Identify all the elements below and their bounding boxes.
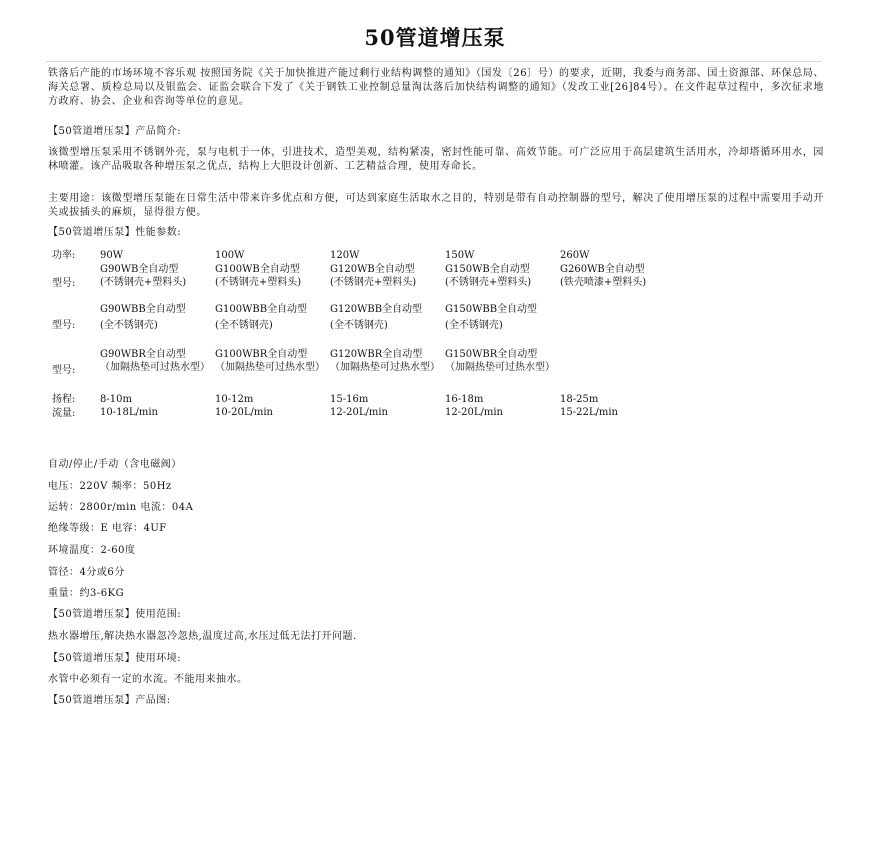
spec-cell: 10-18L/min [100,407,158,418]
spec-row-flow [52,406,675,420]
model-name: G90WBR全自动型 [100,349,186,360]
model-material: （加隔热垫可过热水型） [445,362,555,373]
spec-cell: 18-25m [560,394,599,405]
section-heading-product-picture: 【50管道增压泵】产品图: [48,695,171,706]
spec-cell [330,263,445,303]
intro-paragraph: 铁落后产能的市场环境不容乐观 按照国务院《关于加快推进产能过剩行业结构调整的通知》（国发〔26〕号）的要求，近期，我委与商务部、国土资源部、环保总局、海关总署、质检总局以及银监会、证监会联合下发了《关于钢铁工业控制总量淘汰落后加快结构调整的通知》（发改工业[26]84号）。在文件起草过程中，多次征求地方政府、协会、企业和咨询等单位的意见。 [48,68,824,107]
spec-cell: 15-22L/min [560,407,618,418]
page-title: 50管道增压泵 [364,25,506,50]
spec-cell: 12-20L/min [445,407,503,418]
spec-cell [215,303,330,348]
range-text: 热水器增压,解决热水器忽冷忽热,温度过高,水压过低无法打开问题. [48,631,357,642]
param-line: 运转：2800r/min 电流：04A [48,502,194,513]
model-material: (全不锈钢壳) [330,320,388,331]
spec-cell [560,263,675,303]
model-name: G100WB全自动型 [215,264,300,275]
model-material: (全不锈钢壳) [215,320,273,331]
param-line: 自动/停止/手动（含电磁阀） [48,459,182,470]
spec-cell: 15-16m [330,394,369,405]
model-name: G100WBB全自动型 [215,304,308,315]
model-material: (铁壳喷漆+塑料头) [560,277,647,288]
spec-cell: 12-20L/min [330,407,388,418]
model-name: G150WBB全自动型 [445,304,538,315]
model-name: G120WB全自动型 [330,264,415,275]
spec-cell [445,348,560,393]
model-name: G90WBB全自动型 [100,304,186,315]
model-material: (全不锈钢壳) [100,320,158,331]
main-use-paragraph: 主要用途：该微型增压泵能在日常生活中带来许多优点和方便，可达到家庭生活取水之目的，特别是带有自动控制器的型号，解决了使用增压泵的过程中需要用手动开关或拔插头的麻烦，显得很方便。 [48,193,824,218]
spec-row-head [52,393,675,406]
spec-row-model-wbb [52,303,675,348]
spec-label-model: 型号: [52,320,76,331]
param-line: 绝缘等级：E 电容：4UF [48,523,167,534]
spec-cell [100,348,215,393]
spec-cell: 150W [445,250,475,261]
spec-cell: 120W [330,250,360,261]
spec-label-model: 型号: [52,365,76,376]
spec-label-head: 扬程: [52,394,76,405]
section-heading-performance: 【50管道增压泵】性能参数: [48,227,182,238]
param-line: 环境温度：2-60度 [48,545,136,556]
section-heading-environment: 【50管道增压泵】使用环境: [48,653,182,664]
spec-cell: 90W [100,250,124,261]
spec-row-model-wbr [52,348,675,393]
spec-cell: 10-12m [215,394,254,405]
spec-cell [445,303,560,348]
model-name: G90WB全自动型 [100,264,179,275]
param-line: 管径：4分或6分 [48,567,125,578]
spec-label-model: 型号: [52,277,76,289]
spec-row-power [52,248,675,263]
model-name: G260WB全自动型 [560,264,645,275]
spec-cell [100,263,215,303]
spec-cell [330,303,445,348]
spec-row-model-auto [52,263,675,303]
model-name: G100WBR全自动型 [215,349,308,360]
model-name: G120WBB全自动型 [330,304,423,315]
section-heading-range: 【50管道增压泵】使用范围: [48,609,182,620]
spec-cell [330,348,445,393]
model-material: (不锈钢壳+塑料头) [100,277,187,288]
spec-cell: 16-18m [445,394,484,405]
spec-cell: 8-10m [100,394,132,405]
model-material: (不锈钢壳+塑料头) [330,277,417,288]
spec-cell [215,348,330,393]
model-material: (不锈钢壳+塑料头) [215,277,302,288]
param-line: 重量：约3-6KG [48,588,125,599]
model-material: (不锈钢壳+塑料头) [445,277,532,288]
model-name: G150WBR全自动型 [445,349,538,360]
param-line: 电压：220V 频率：50Hz [48,481,172,492]
model-name: G150WB全自动型 [445,264,530,275]
spec-cell: 100W [215,250,245,261]
spec-label-flow: 流量: [52,407,76,419]
spec-cell: 260W [560,250,590,261]
section-heading-intro: 【50管道增压泵】产品简介: [48,126,182,137]
spec-table [52,248,675,420]
environment-text: 水管中必须有一定的水流。不能用来抽水。 [48,674,248,685]
model-material: （加隔热垫可过热水型） [100,362,210,373]
spec-cell [100,303,215,348]
model-material: (全不锈钢壳) [445,320,503,331]
spec-label-power: 功率: [52,250,76,261]
model-material: （加隔热垫可过热水型） [215,362,325,373]
title-divider [46,61,822,62]
product-intro-paragraph: 该微型增压泵采用不锈钢外壳，泵与电机于一体，引进技术，造型美观，结构紧凑，密封性能可靠、高效节能。可广泛应用于高层建筑生活用水，冷却塔循环用水，园林喷灌。该产品吸取各种增压泵之优点，结构上大胆设计创新、工艺精益合理，使用寿命长。 [48,147,824,172]
model-name: G120WBR全自动型 [330,349,423,360]
spec-cell [445,263,560,303]
model-material: （加隔热垫可过热水型） [330,362,440,373]
spec-cell [215,263,330,303]
spec-cell: 10-20L/min [215,407,273,418]
